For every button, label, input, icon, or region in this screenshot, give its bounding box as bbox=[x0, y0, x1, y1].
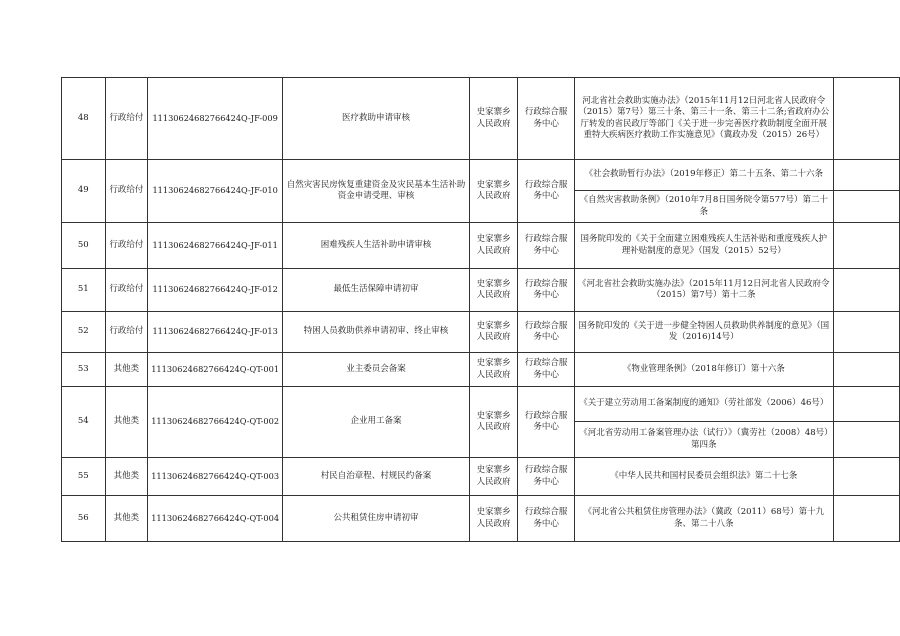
item-name: 特困人员救助供养申请初审、终止审核 bbox=[283, 312, 470, 353]
item-type: 行政给付 bbox=[105, 312, 148, 353]
item-name: 村民自治章程、村规民约备案 bbox=[283, 458, 470, 496]
table-row bbox=[62, 387, 900, 422]
item-code: 11130624682766424Q-JF-010 bbox=[148, 160, 283, 223]
item-type: 行政给付 bbox=[105, 78, 148, 160]
implementing-org: 史家寨乡人民政府 bbox=[469, 78, 518, 160]
table-row bbox=[62, 223, 900, 269]
item-type: 其他类 bbox=[105, 458, 148, 496]
item-code: 11130624682766424Q-JF-011 bbox=[148, 223, 283, 269]
item-code: 11130624682766424Q-QT-003 bbox=[148, 458, 283, 496]
empty-cell bbox=[833, 223, 899, 269]
legal-basis: 国务院印发的《关于进一步健全特困人员救助供养制度的意见》（国发（2016)14号） bbox=[574, 312, 833, 353]
implementing-org: 史家寨乡人民政府 bbox=[469, 353, 518, 387]
implementing-org: 史家寨乡人民政府 bbox=[469, 387, 518, 458]
item-type: 其他类 bbox=[105, 496, 148, 542]
implementing-org: 史家寨乡人民政府 bbox=[469, 458, 518, 496]
row-number: 48 bbox=[62, 78, 106, 160]
empty-cell bbox=[833, 387, 899, 422]
handling-dept: 行政综合服务中心 bbox=[518, 312, 574, 353]
legal-basis: 《关于建立劳动用工备案制度的通知》（劳社部发（2006）46号） bbox=[574, 387, 833, 422]
empty-cell bbox=[833, 78, 899, 160]
implementing-org: 史家寨乡人民政府 bbox=[469, 312, 518, 353]
legal-basis: 《自然灾害救助条例》（2010年7月8日国务院令第577号）第二十条 bbox=[574, 191, 833, 223]
row-number: 51 bbox=[62, 269, 106, 312]
item-code: 11130624682766424Q-QT-002 bbox=[148, 387, 283, 458]
item-name: 最低生活保障申请初审 bbox=[283, 269, 470, 312]
empty-cell bbox=[833, 458, 899, 496]
implementing-org: 史家寨乡人民政府 bbox=[469, 160, 518, 223]
implementing-org: 史家寨乡人民政府 bbox=[469, 223, 518, 269]
empty-cell bbox=[833, 269, 899, 312]
item-name: 医疗救助申请审核 bbox=[283, 78, 470, 160]
legal-basis: 《河北省公共租赁住房管理办法》（冀政（2011）68号）第十九条、第二十八条 bbox=[574, 496, 833, 542]
legal-basis: 《中华人民共和国村民委员会组织法》第二十七条 bbox=[574, 458, 833, 496]
handling-dept: 行政综合服务中心 bbox=[518, 496, 574, 542]
item-name: 自然灾害民房恢复重建资金及灾民基本生活补助资金申请受理、审核 bbox=[283, 160, 470, 223]
empty-cell bbox=[833, 353, 899, 387]
item-name: 公共租赁住房申请初审 bbox=[283, 496, 470, 542]
item-code: 11130624682766424Q-JF-009 bbox=[148, 78, 283, 160]
legal-basis: 《河北省劳动用工备案管理办法（试行）》（冀劳社（2008）48号）第四条 bbox=[574, 422, 833, 458]
item-name: 业主委员会备案 bbox=[283, 353, 470, 387]
table-row bbox=[62, 496, 900, 542]
item-type: 其他类 bbox=[105, 387, 148, 458]
item-code: 11130624682766424Q-QT-001 bbox=[148, 353, 283, 387]
table-row bbox=[62, 78, 900, 160]
handling-dept: 行政综合服务中心 bbox=[518, 223, 574, 269]
legal-basis: 《河北省社会救助实施办法》（2015年11月12日河北省人民政府令（2015）第7号）第十二条 bbox=[574, 269, 833, 312]
table-row bbox=[62, 458, 900, 496]
empty-cell bbox=[833, 191, 899, 223]
implementing-org: 史家寨乡人民政府 bbox=[469, 496, 518, 542]
empty-cell bbox=[833, 496, 899, 542]
table-row bbox=[62, 353, 900, 387]
row-number: 55 bbox=[62, 458, 106, 496]
row-number: 50 bbox=[62, 223, 106, 269]
handling-dept: 行政综合服务中心 bbox=[518, 387, 574, 458]
legal-basis: 河北省社会救助实施办法》（2015年11月12日河北省人民政府令（2015）第7号）第三十条、第三十一条、第三十二条;省政府办公厅转发的省民政厅等部门《关于进一步完善医疗救助制度全面开展重特大疾病医疗救助工作实施意见》（冀政办发（2015）26号） bbox=[574, 78, 833, 160]
item-code: 11130624682766424Q-JF-013 bbox=[148, 312, 283, 353]
row-number: 49 bbox=[62, 160, 106, 223]
row-number: 56 bbox=[62, 496, 106, 542]
table-row bbox=[62, 312, 900, 353]
item-code: 11130624682766424Q-JF-012 bbox=[148, 269, 283, 312]
item-type: 行政给付 bbox=[105, 223, 148, 269]
administrative-items-table bbox=[61, 77, 900, 542]
legal-basis: 国务院印发的《关于全面建立困难残疾人生活补贴和重度残疾人护理补贴制度的意见》（国发（2015）52号） bbox=[574, 223, 833, 269]
item-type: 行政给付 bbox=[105, 160, 148, 223]
empty-cell bbox=[833, 160, 899, 191]
item-code: 11130624682766424Q-QT-004 bbox=[148, 496, 283, 542]
legal-basis: 《社会救助暂行办法》（2019年修正）第二十五条、第二十六条 bbox=[574, 160, 833, 191]
handling-dept: 行政综合服务中心 bbox=[518, 78, 574, 160]
table-row bbox=[62, 160, 900, 191]
legal-basis: 《物业管理条例》（2018年修订）第十六条 bbox=[574, 353, 833, 387]
row-number: 54 bbox=[62, 387, 106, 458]
item-name: 企业用工备案 bbox=[283, 387, 470, 458]
row-number: 52 bbox=[62, 312, 106, 353]
handling-dept: 行政综合服务中心 bbox=[518, 458, 574, 496]
item-type: 其他类 bbox=[105, 353, 148, 387]
item-type: 行政给付 bbox=[105, 269, 148, 312]
empty-cell bbox=[833, 312, 899, 353]
table-row bbox=[62, 269, 900, 312]
empty-cell bbox=[833, 422, 899, 458]
row-number: 53 bbox=[62, 353, 106, 387]
item-name: 困难残疾人生活补助申请审核 bbox=[283, 223, 470, 269]
handling-dept: 行政综合服务中心 bbox=[518, 160, 574, 223]
implementing-org: 史家寨乡人民政府 bbox=[469, 269, 518, 312]
handling-dept: 行政综合服务中心 bbox=[518, 353, 574, 387]
handling-dept: 行政综合服务中心 bbox=[518, 269, 574, 312]
